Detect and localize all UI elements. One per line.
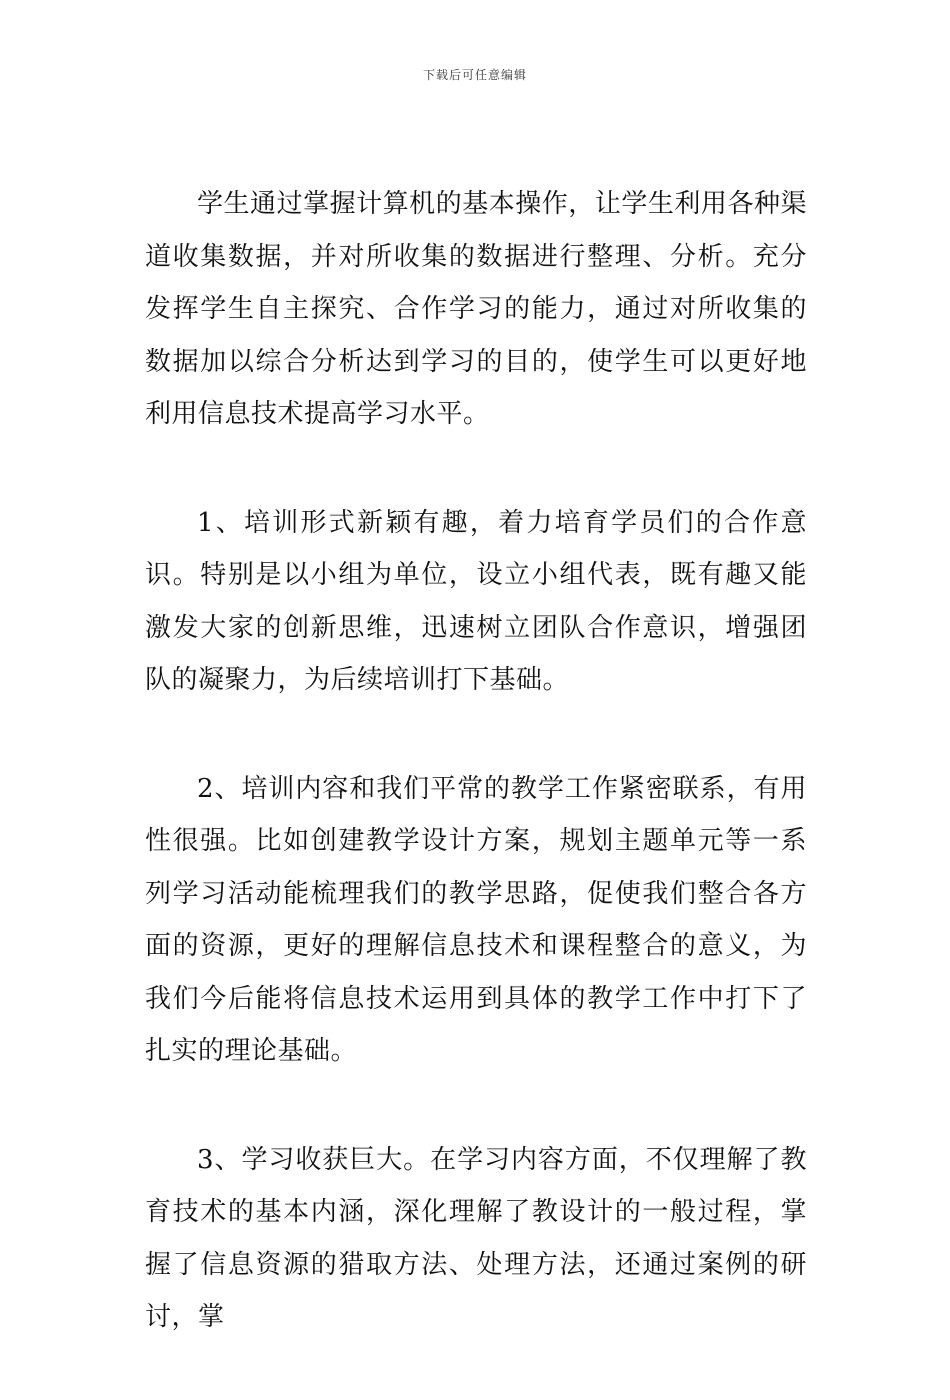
document-body [145,178,807,1400]
header-note: 下载后可任意编辑 [422,68,527,82]
paragraph-point-1: 1、培训形式新颖有趣，着力培育学员们的合作意识。特别是以小组为单位，设立小组代表，既有趣又能激发大家的创新思维，迅速树立团队合作意识，增强团队的凝聚力，为后续培训打下基础。 [145,507,807,695]
paragraph-point-2: 2、培训内容和我们平常的教学工作紧密联系，有用性很强。比如创建教学设计方案，规划主题单元等一系列学习活动能梳理我们的教学思路，促使我们整合各方面的资源，更好的理解信息技术和课程整合的意义，为我们今后能将信息技术运用到具体的教学工作中打下了扎实的理论基础。 [145,773,807,1066]
paragraph-point-3: 3、学习收获巨大。在学习内容方面，不仅理解了教育技术的基本内涵，深化理解了教设计的一般过程，掌握了信息资源的猎取方法、处理方法，还通过案例的研讨，掌 [145,1144,807,1332]
paragraph-intro: 学生通过掌握计算机的基本操作，让学生利用各种渠道收集数据，并对所收集的数据进行整理、分析。充分发挥学生自主探究、合作学习的能力，通过对所收集的数据加以综合分析达到学习的目的，使学生可以更好地利用信息技术提高学习水平。 [145,189,807,429]
